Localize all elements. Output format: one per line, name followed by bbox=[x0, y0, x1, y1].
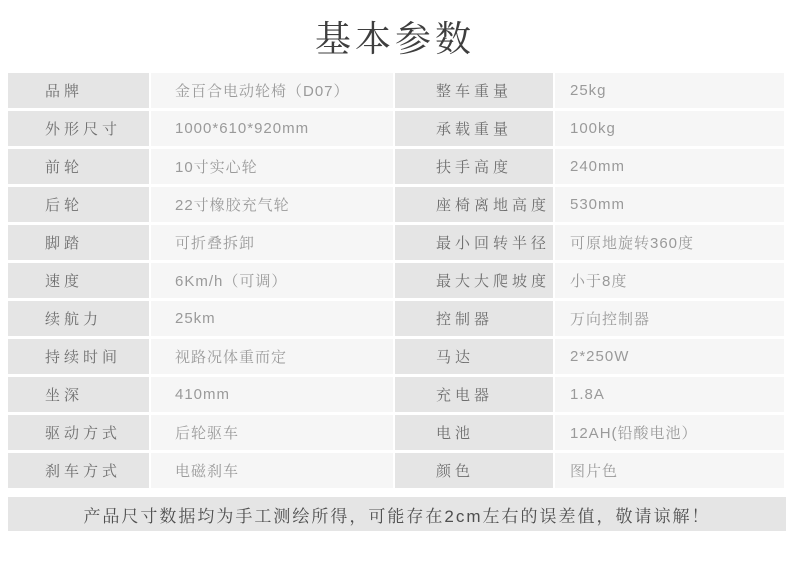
spec-label-charger: 充电器 bbox=[395, 377, 553, 412]
spec-label-total-weight: 整车重量 bbox=[395, 73, 553, 108]
spec-value-brand: 金百合电动轮椅（D07） bbox=[151, 73, 393, 108]
spec-label-battery: 电池 bbox=[395, 415, 553, 450]
spec-label-seat-depth: 坐深 bbox=[8, 377, 149, 412]
table-row bbox=[8, 187, 786, 222]
spec-label-turning-radius: 最小回转半径 bbox=[395, 225, 553, 260]
spec-table bbox=[8, 73, 786, 488]
spec-label-motor: 马达 bbox=[395, 339, 553, 374]
spec-value-seat-ground-height: 530mm bbox=[555, 187, 784, 222]
spec-value-battery: 12AH(铅酸电池） bbox=[555, 415, 784, 450]
spec-label-dimensions: 外形尺寸 bbox=[8, 111, 149, 146]
spec-value-speed: 6Km/h（可调） bbox=[151, 263, 393, 298]
table-row bbox=[8, 225, 786, 260]
spec-value-front-wheel: 10寸实心轮 bbox=[151, 149, 393, 184]
table-row bbox=[8, 339, 786, 374]
spec-label-color: 颜色 bbox=[395, 453, 553, 488]
spec-value-motor: 2*250W bbox=[555, 339, 784, 374]
spec-value-controller: 万向控制器 bbox=[555, 301, 784, 336]
spec-label-drive-type: 驱动方式 bbox=[8, 415, 149, 450]
spec-label-front-wheel: 前轮 bbox=[8, 149, 149, 184]
spec-value-charger: 1.8A bbox=[555, 377, 784, 412]
page-title: 基本参数 bbox=[314, 18, 475, 59]
spec-label-max-slope: 最大大爬坡度 bbox=[395, 263, 553, 298]
table-row bbox=[8, 301, 786, 336]
spec-value-rear-wheel: 22寸橡胶充气轮 bbox=[151, 187, 393, 222]
disclaimer-note: 产品尺寸数据均为手工测绘所得，可能存在2cm左右的误差值，敬请谅解！ bbox=[8, 497, 786, 531]
spec-label-brand: 品牌 bbox=[8, 73, 149, 108]
spec-value-color: 图片色 bbox=[555, 453, 784, 488]
spec-label-duration: 持续时间 bbox=[8, 339, 149, 374]
table-row bbox=[8, 263, 786, 298]
spec-value-load-capacity: 100kg bbox=[555, 111, 784, 146]
table-row bbox=[8, 377, 786, 412]
table-row bbox=[8, 73, 786, 108]
spec-label-seat-ground-height: 座椅离地高度 bbox=[395, 187, 553, 222]
table-row bbox=[8, 415, 786, 450]
spec-label-armrest-height: 扶手高度 bbox=[395, 149, 553, 184]
spec-label-load-capacity: 承载重量 bbox=[395, 111, 553, 146]
spec-value-range: 25km bbox=[151, 301, 393, 336]
spec-label-range: 续航力 bbox=[8, 301, 149, 336]
spec-label-brake-type: 刹车方式 bbox=[8, 453, 149, 488]
spec-value-turning-radius: 可原地旋转360度 bbox=[555, 225, 784, 260]
spec-value-armrest-height: 240mm bbox=[555, 149, 784, 184]
table-row bbox=[8, 111, 786, 146]
spec-value-max-slope: 小于8度 bbox=[555, 263, 784, 298]
spec-label-rear-wheel: 后轮 bbox=[8, 187, 149, 222]
spec-label-footrest: 脚踏 bbox=[8, 225, 149, 260]
spec-value-drive-type: 后轮驱车 bbox=[151, 415, 393, 450]
table-row bbox=[8, 453, 786, 488]
spec-value-total-weight: 25kg bbox=[555, 73, 784, 108]
spec-label-controller: 控制器 bbox=[395, 301, 553, 336]
spec-label-speed: 速度 bbox=[8, 263, 149, 298]
spec-value-seat-depth: 410mm bbox=[151, 377, 393, 412]
spec-value-brake-type: 电磁刹车 bbox=[151, 453, 393, 488]
spec-value-footrest: 可折叠拆卸 bbox=[151, 225, 393, 260]
spec-value-duration: 视路况体重而定 bbox=[151, 339, 393, 374]
table-row bbox=[8, 149, 786, 184]
spec-value-dimensions: 1000*610*920mm bbox=[151, 111, 393, 146]
